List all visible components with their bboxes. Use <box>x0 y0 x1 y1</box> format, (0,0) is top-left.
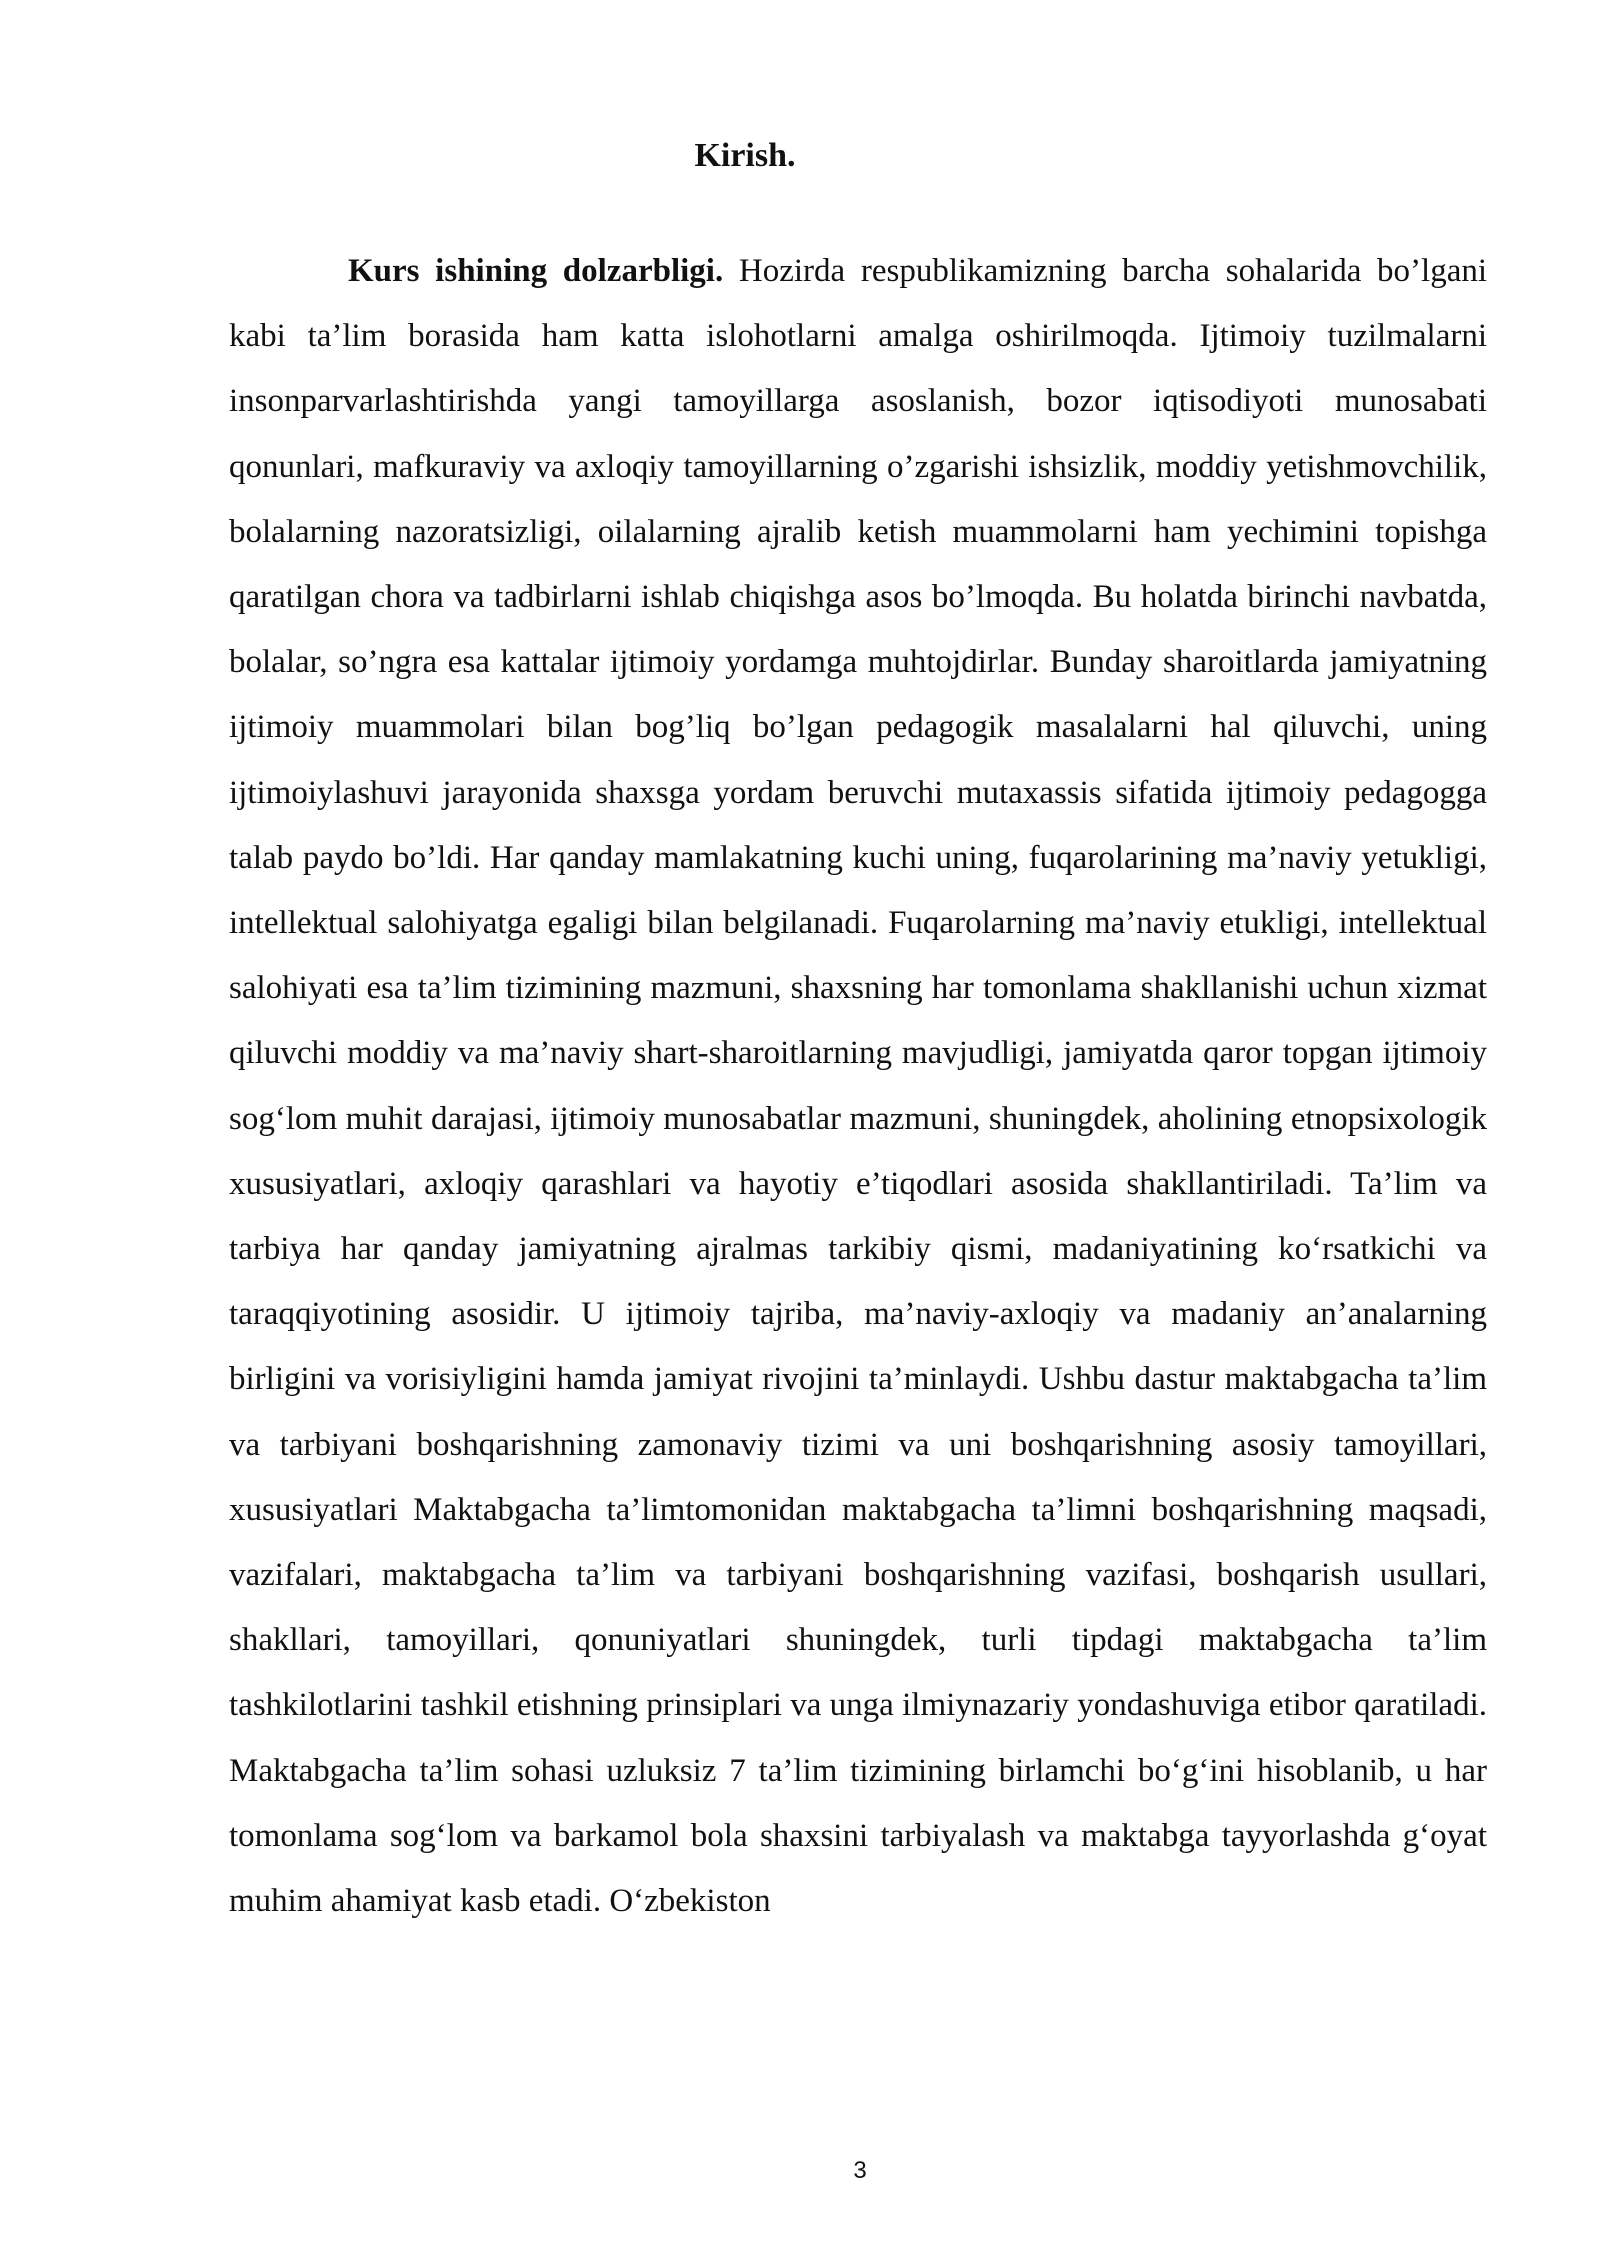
body-paragraph <box>229 239 1487 1934</box>
section-heading: Kirish. <box>694 137 796 174</box>
paragraph-text: Hozirda respublikamizning barcha sohalarida bo’lgani kabi ta’lim borasida ham katta islohotlarni amalga oshirilmoqda. Ijtimoiy tuzilmalarni insonparvarlashtirishda yangi tamoyillarga asoslanish, bozor iqtisodiyoti munosabati qonunlari, mafkuraviy va axloqiy tamoyillarning o’zgarishi ishsizlik, moddiy yetishmovchilik, bolalarning nazoratsizligi, oilalarning ajralib ketish muammolarni ham yechimini topishga qaratilgan chora va tadbirlarni ishlab chiqishga asos bo’lmoqda. Bu holatda birinchi navbatda, bolalar, so’ngra esa kattalar ijtimoiy yordamga muhtojdirlar. Bunday sharoitlarda jamiyatning ijtimoiy muammolari bilan bog’liq bo’lgan pedagogik masalalarni hal qiluvchi, uning ijtimoiylashuvi jarayonida shaxsga yordam beruvchi mutaxassis sifatida ijtimoiy pedagogga talab paydo bo’ldi. Har qanday mamlakatning kuchi uning, fuqarolarining ma’naviy yetukligi, intellektual salohiyatga egaligi bilan belgilanadi. Fuqarolarning ma’naviy etukligi, intellektual salohiyati esa ta’lim tizimining mazmuni, shaxsning har tomonlama shakllanishi uchun xizmat qiluvchi moddiy va ma’naviy shart-sharoitlarning mavjudligi, jamiyatda qaror topgan ijtimoiy sog‘lom muhit darajasi, ijtimoiy munosabatlar mazmuni, shuningdek, aholining etnopsixologik xususiyatlari, axloqiy qarashlari va hayotiy e’tiqodlari asosida shakllantiriladi. Ta’lim va tarbiya har qanday jamiyatning ajralmas tarkibiy qismi, madaniyatining ko‘rsatkichi va taraqqiyotining asosidir. U ijtimoiy tajriba, ma’naviy-axloqiy va madaniy an’analarning birligini va vorisiyligini hamda jamiyat rivojini ta’minlaydi. Ushbu dastur maktabgacha ta’lim va tarbiyani boshqarishning zamonaviy tizimi va uni boshqarishning asosiy tamoyillari, xususiyatlari Maktabgacha ta’limtomonidan maktabgacha ta’limni boshqarishning maqsadi, vazifalari, maktabgacha ta’lim va tarbiyani boshqarishning vazifasi, boshqarish usullari, shakllari, tamoyillari, qonuniyatlari shuningdek, turli tipdagi maktabgacha ta’lim tashkilotlarini tashkil etishning prinsiplari va unga ilmiynazariy yondashuviga etibor qaratiladi. Maktabgacha ta’lim sohasi uzluksiz 7 ta’lim tizimining birlamchi bo‘g‘ini hisoblanib, u har tomonlama sog‘lom va barkamol bola shaxsini tarbiyalash va maktabga tayyorlashda g‘oyat muhim ahamiyat kasb etadi. O‘zbekiston <box>229 253 1488 1920</box>
page-number: 3 <box>853 2157 867 2184</box>
paragraph-lead-in: Kurs ishining dolzarbligi. <box>348 253 724 289</box>
